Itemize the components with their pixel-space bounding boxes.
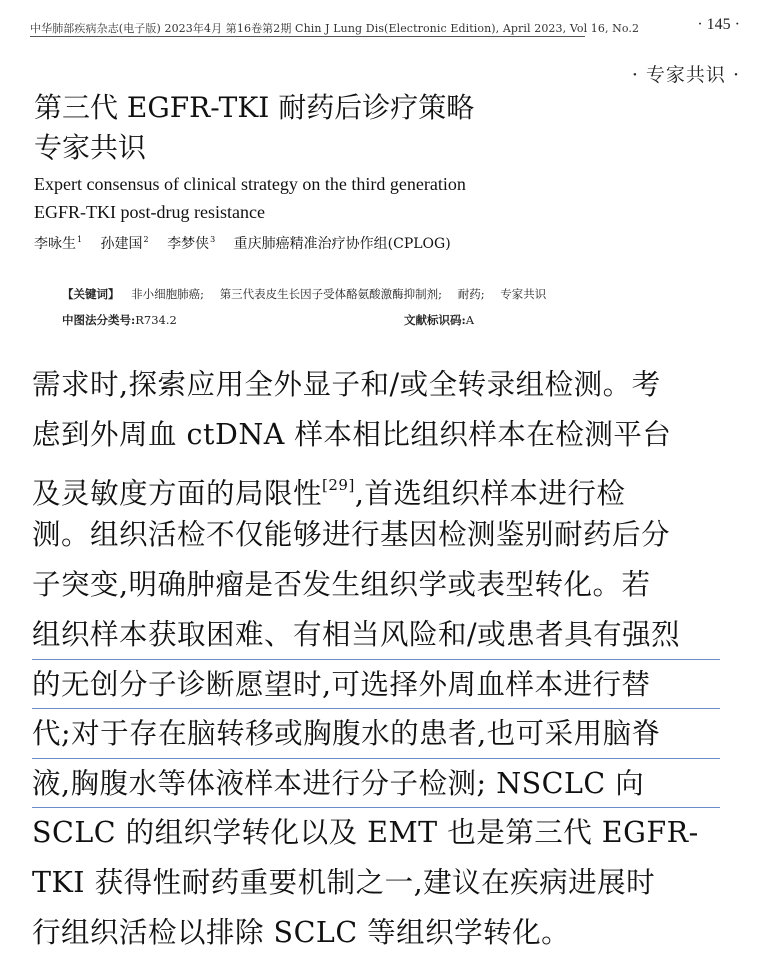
english-title bbox=[34, 170, 594, 226]
title-line-2: 专家共识 bbox=[34, 131, 147, 164]
keyword: 耐药; bbox=[457, 287, 485, 301]
english-title-line-2: EGFR-TKI post-drug resistance bbox=[34, 202, 265, 222]
body-line: 测。组织活检不仅能够进行基因检测鉴别耐药后分 bbox=[32, 518, 671, 551]
body-line: TKI 获得性耐药重要机制之一,建议在疾病进展时 bbox=[32, 866, 656, 899]
author: 李咏生$^1$ bbox=[34, 235, 83, 252]
author-group: 重庆肺癌精准治疗协作组(CPLOG) bbox=[233, 236, 451, 252]
body-line-highlighted: 代;对于存在脑转移或胸腹水的患者,也可采用脑脊 bbox=[32, 709, 720, 759]
author: 孙建国$^2$ bbox=[100, 235, 149, 252]
body-line-highlighted: 液,胸腹水等体液样本进行分子检测; NSCLC 向 bbox=[32, 759, 720, 809]
journal-header bbox=[30, 16, 740, 40]
article-title bbox=[34, 88, 554, 168]
body-line: 虑到外周血 ctDNA 样本相比组织样本在检测平台 bbox=[32, 418, 672, 451]
body-line: SCLC 的组织学转化以及 EMT 也是第三代 EGFR- bbox=[32, 816, 699, 849]
keyword: 第三代表皮生长因子受体酪氨酸激酶抑制剂; bbox=[219, 287, 443, 301]
header-rule bbox=[30, 36, 585, 37]
english-title-line-1: Expert consensus of clinical strategy on the third generation bbox=[34, 174, 466, 194]
body-line-highlighted: 的无创分子诊断愿望时,可选择外周血样本进行替 bbox=[32, 660, 720, 710]
citation-ref: [29] bbox=[322, 476, 355, 494]
body-text bbox=[32, 360, 732, 958]
body-line-highlighted: 组织样本获取困难、有相当风险和/或患者具有强烈 bbox=[32, 610, 720, 660]
author: 李梦侠$^3$ bbox=[167, 235, 216, 252]
page-number: · 145 · bbox=[697, 16, 740, 33]
body-line: 子突变,明确肿瘤是否发生组织学或表型转化。若 bbox=[32, 568, 651, 601]
title-line-1: 第三代 EGFR-TKI 耐药后诊疗策略 bbox=[34, 91, 475, 124]
keywords bbox=[62, 286, 558, 302]
journal-citation: 中华肺部疾病杂志(电子版) 2023年4月 第16卷第2期 Chin J Lung Dis(Electronic Edition), April 2023, Vol 16, No.2 bbox=[30, 22, 640, 35]
document-code: 文献标识码:A bbox=[404, 313, 475, 327]
keywords-label: 【关键词】 bbox=[62, 287, 120, 301]
clc-number: 中图法分类号:R734.2 bbox=[62, 313, 177, 327]
keyword: 专家共识 bbox=[500, 287, 547, 301]
author-list bbox=[34, 233, 465, 253]
body-line: 行组织活检以排除 SCLC 等组织学转化。 bbox=[32, 916, 571, 949]
body-line: 需求时,探索应用全外显子和/或全转录组检测。考 bbox=[32, 368, 661, 401]
body-line: 及灵敏度方面的局限性[29],首选组织样本进行检 bbox=[32, 476, 626, 510]
classification bbox=[62, 312, 622, 328]
section-tag: · 专家共识 · bbox=[631, 64, 740, 86]
keyword: 非小细胞肺癌; bbox=[131, 287, 205, 301]
